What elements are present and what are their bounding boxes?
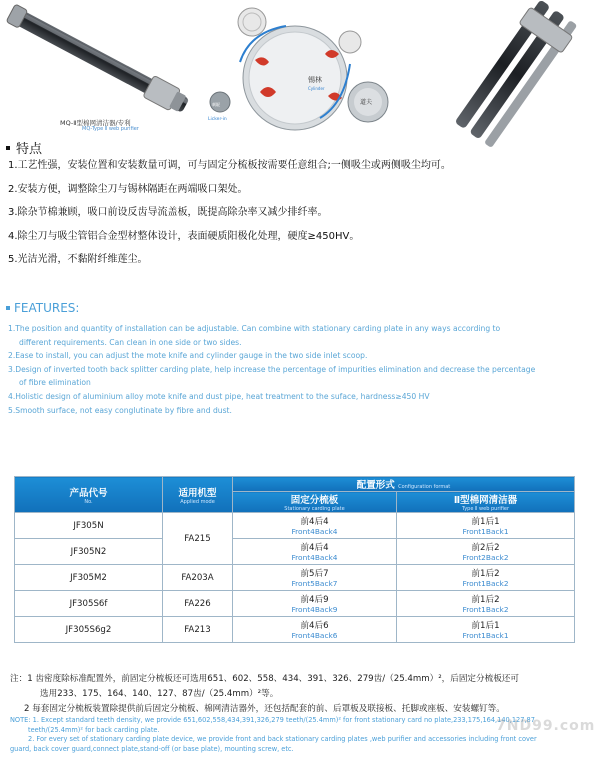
- notes-en: [10, 716, 576, 754]
- features-en-list: [8, 322, 576, 417]
- cell-model: FA226: [163, 591, 233, 617]
- feature-en-line: 2.Ease to install, you can adjust the mote knife and cylinder gauge in the two side inlet scoop.: [8, 351, 368, 361]
- cell-model: FA203A: [163, 565, 233, 591]
- feature-cn-item: 3.除杂节棉兼顾，吸口前设反齿导流盖板，既提高除杂率又减少排纤率。: [8, 207, 328, 218]
- web-purifier-product-image: [4, 2, 194, 132]
- cell-purifier: 前1后1 Front1Back1: [397, 617, 575, 643]
- note-cn-line: 注：1 齿密度除标准配置外，前固定分梳板还可选用651、602、558、434、391、326、279齿/（25.4mm）²，后固定分梳板还可: [10, 674, 519, 684]
- notes-cn: [10, 672, 576, 717]
- cell-code: JF305N: [15, 513, 163, 539]
- note-cn-line: 2 每套固定分梳板装置除提供前后固定分梳板、棉网清洁器外，还包括配套的前、后罩板及联接板、托脚或座板、安装螺钉等。: [24, 704, 505, 714]
- feature-en-line: of fibre elimination: [19, 378, 91, 388]
- cell-model: FA215: [163, 513, 233, 565]
- cell-purifier: 前2后2 Front2Back2: [397, 539, 575, 565]
- cell-plate: 前4后9 Front4Back9: [233, 591, 397, 617]
- note-cn-line: 选用233、175、164、140、127、87齿/（25.4mm）²等。: [40, 689, 279, 699]
- feature-cn-item: 5.光洁光滑，不黏附纤维莲尘。: [8, 254, 148, 265]
- table-row: [15, 591, 575, 617]
- feature-cn-item: 2.安装方便，调整除尘刀与锡林隔距在两端吸口架处。: [8, 183, 248, 195]
- cell-code: JF305M2: [15, 565, 163, 591]
- note-en-line: teeth/(25.4mm)² for back carding plate.: [28, 725, 160, 734]
- feature-en-line: 1.The position and quantity of installation can be adjustable. Can combine with stationary carding plate in any ways according to: [8, 324, 501, 333]
- square-bullet-icon: [6, 306, 10, 310]
- cell-code: JF305N2: [15, 539, 163, 565]
- features-en-title: FEATURES:: [14, 301, 80, 315]
- cylinder-label: 锡林: [308, 76, 322, 84]
- carding-cylinder-diagram: [200, 2, 380, 132]
- cell-code: JF305S6f: [15, 591, 163, 617]
- cell-purifier: 前1后2 Front1Back2: [397, 565, 575, 591]
- col-header-plate: 固定分梳板 Stationary carding plate: [233, 492, 397, 513]
- note-en-line: NOTE: 1. Except standard teeth density, we provide 651,602,558,434,391,326,279 teeth/(25.4mm)² for front stationary card no plate,233,175,164,140,127,87: [10, 716, 535, 724]
- col-header-config: 配置形式 Configuration format: [233, 477, 575, 492]
- watermark: 7ND99.com: [496, 718, 595, 734]
- feature-en-line: different requirements. Can clean in one side or two sides.: [19, 337, 242, 347]
- feature-en-line: 3.Design of inverted tooth back splitter carding plate, help increase the percentage of impurities elimination and decrease the percentage: [8, 364, 536, 374]
- table-row: [15, 565, 575, 591]
- table-row: [15, 513, 575, 539]
- note-en-line: 2. For every set of stationary carding plate device, we provide front and back stationary carding plates ,web purifier and accessories including front cover: [28, 735, 537, 744]
- note-en-line: guard, back cover guard,connect plate,stand-off (or base plate), mounting screw, etc.: [10, 744, 294, 753]
- product-caption-en: MQ-Type Ⅱ web purifier: [82, 126, 139, 132]
- col-header-code: 产品代号 No.: [15, 477, 163, 513]
- feature-cn-item: 1.工艺性强，安装位置和安装数量可调，可与固定分梳板按需要任意组合;一侧吸尘或两侧吸尘均可。: [8, 160, 451, 171]
- cylinder-en-label: Cylinder: [308, 86, 325, 91]
- cell-model: FA213: [163, 617, 233, 643]
- features-en-heading: [6, 301, 79, 315]
- product-caption-cn: MQ-Ⅱ型棉网清洁器/专利: [60, 119, 131, 127]
- cell-plate: 前4后4 Front4Back4: [233, 539, 397, 565]
- features-cn-list: [8, 161, 451, 279]
- feature-en-line: 4.Holistic design of aluminium alloy mote knife and dust pipe, heat treatment to the suface, hardness≥450 HV: [8, 391, 430, 401]
- licker-in-en-label: Licker-in: [208, 117, 227, 122]
- col-header-purifier: Ⅱ型棉网清洁器 Type Ⅱ web purifier: [397, 492, 575, 513]
- spec-table: [14, 476, 575, 643]
- cell-purifier: 前1后1 Front1Back1: [397, 513, 575, 539]
- feature-en-line: 5.Smooth surface, not easy conglutinate by fibre and dust.: [8, 405, 232, 415]
- cell-plate: 前4后4 Front4Back4: [233, 513, 397, 539]
- cell-code: JF305S6g2: [15, 617, 163, 643]
- cell-purifier: 前1后2 Front1Back2: [397, 591, 575, 617]
- web-purifier-assembly-image: [446, 22, 578, 142]
- features-cn-title: 特点: [16, 142, 43, 157]
- cell-plate: 前5后7 Front5Back7: [233, 565, 397, 591]
- col-header-model: 适用机型 Applied mode: [163, 477, 233, 513]
- table-row: [15, 539, 575, 565]
- square-bullet-icon: [6, 146, 10, 150]
- feature-cn-item: 4.除尘刀与吸尘管铝合金型材整体设计，表面硬质阳极化处理，硬度≥450HV。: [8, 230, 360, 242]
- cell-plate: 前4后6 Front4Back6: [233, 617, 397, 643]
- features-cn-heading: [6, 138, 42, 157]
- licker-in-label: 刺辊: [212, 102, 220, 107]
- table-row: [15, 617, 575, 643]
- doffer-label: 道夫: [360, 99, 373, 106]
